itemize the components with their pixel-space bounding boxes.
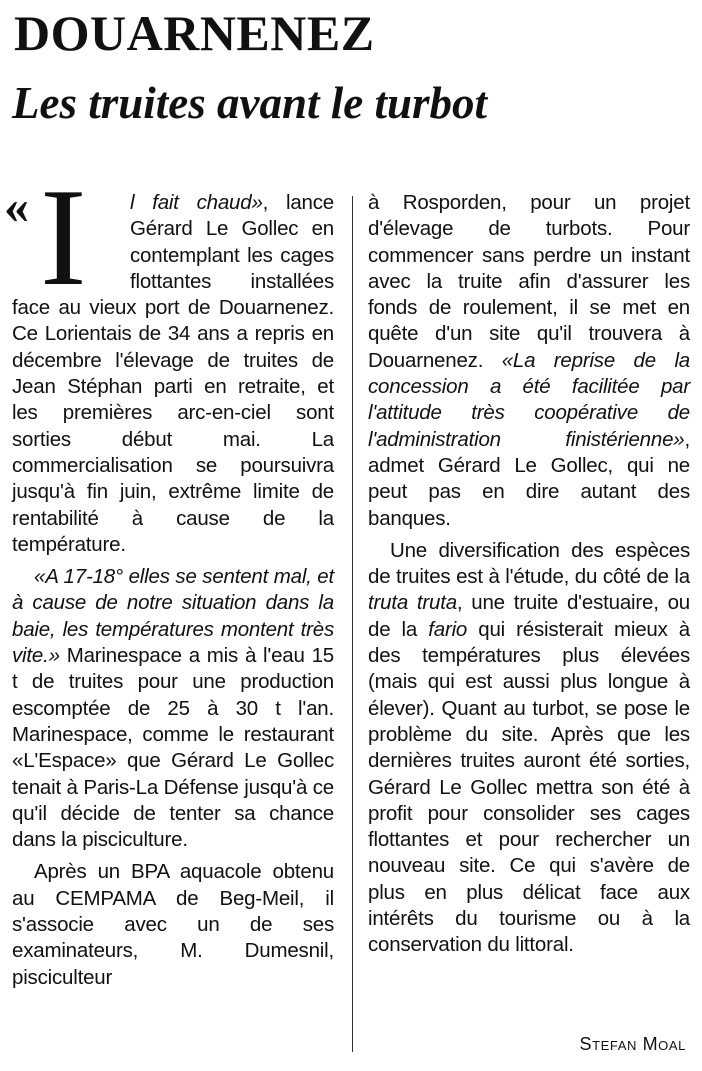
author-byline: Stefan Moal [579, 1034, 686, 1054]
quote-concession: «La reprise de la concession a été facilitée par l'attitude très coopérative de l'administration finistérienne» [368, 348, 690, 451]
subheadline: Les truites avant le turbot [12, 78, 488, 128]
species-fario: fario [428, 617, 468, 641]
paragraph-5-text-c: qui résisterait mieux à des températures plus élevées (mais qui est aussi plus longue à élever). Quant au turbot, se pose le problème du site. Après que les dernières truites auront été sorties, Gérard Le Gollec mettra son été à profit pour consolider ses cages flottantes et pour rechercher un nouveau site. Ce qui s'avère de plus en plus délicat face aux intérêts du tourisme ou à la conservation du littoral. [368, 617, 691, 957]
article-column-right [368, 190, 690, 959]
dropcap-block [4, 160, 128, 315]
open-quote-mark: « [4, 178, 29, 234]
paragraph-4-text: à Rosporden, pour un projet d'élevage de turbots. Pour commencer sans perdre un instant avec la truite afin d'assurer les fonds de roulement, il se met en quête d'un site qu'il trouvera à Douarnenez. [368, 191, 690, 372]
paragraph-4 [368, 190, 690, 532]
headline: DOUARNENEZ [14, 5, 375, 61]
paragraph-3: Après un BPA aquacole obtenu au CEMPAMA de Beg-Meil, il s'associe avec un de ses examinateurs, M. Dumesnil, pisciculteur [12, 860, 334, 989]
paragraph-1 [4, 160, 335, 558]
paragraph-5-text-a: Une diversification des espèces de truites est à l'étude, du côté de la [368, 538, 690, 589]
paragraph-1-text: , lance Gérard Le Gollec en contemplant les cages flottantes installées face au vieux port de Douarnenez. Ce Lorientais de 34 ans a repris en décembre l'élevage de truites de Jean Stéphan parti en retraite, et les premières arc-en-ciel sont sorties début mai. La commercialisation se poursuivra jusqu'à fin juin, extrême limite de rentabilité à cause de la température. [12, 191, 335, 556]
article-column-left [4, 160, 335, 991]
quote-temperature: «A 17-18° elles se sentent mal, et à cause de notre situation dans la baie, les températures montent très vite.» [12, 565, 334, 668]
paragraph-2-text: Marinespace a mis à l'eau 15 t de truites pour une production escomptée de 25 à 30 t l'an. Marinespace, comme le restaurant «L'Espace» que Gérard Le Gollec tenait à Paris-La Défense jusqu'à ce qu'il décide de tenter sa chance dans la pisciculture. [12, 644, 334, 852]
paragraph-5 [368, 538, 690, 959]
paragraph-5-text-b: , une truite d'estuaire, ou de la [368, 591, 690, 641]
paragraph-2 [12, 564, 334, 853]
dropcap-letter: I [40, 160, 87, 315]
paragraph-4-end: , admet Gérard Le Gollec, qui ne peut pas en dire autant des banques. [368, 427, 690, 530]
species-truta: truta truta [368, 591, 457, 615]
column-divider [352, 196, 353, 1052]
quote-opening: l fait chaud» [130, 191, 263, 214]
